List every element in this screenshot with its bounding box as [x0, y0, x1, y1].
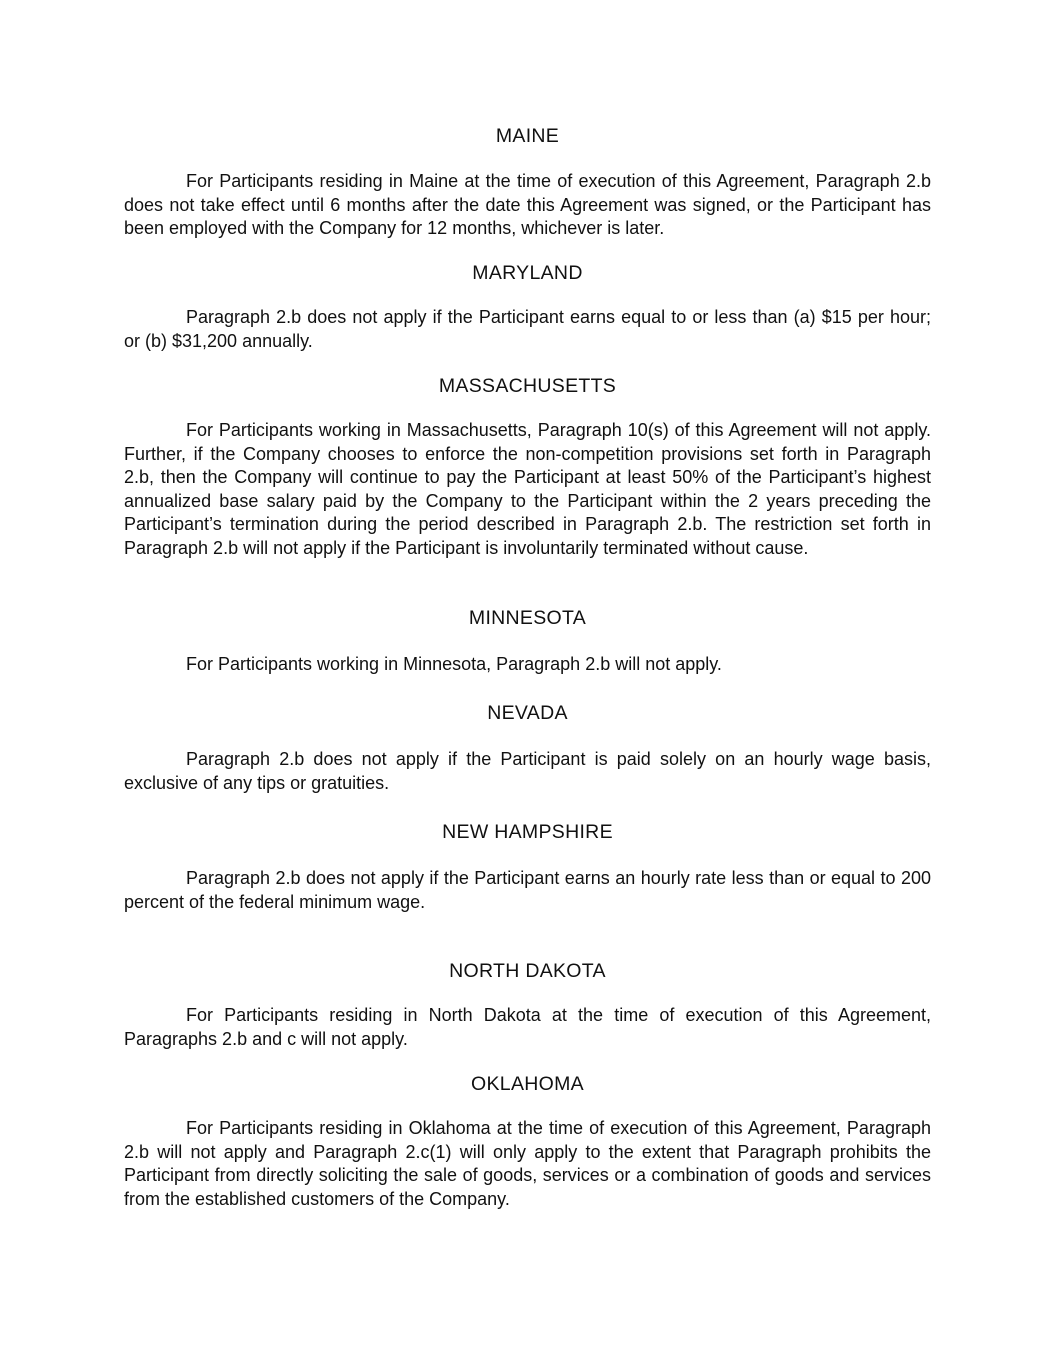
section-body-maine: For Participants residing in Maine at the time of execution of this Agreement, Paragraph 2.b does not take effect until 6 months after the date this Agreement was signed, or the Participant has been employed with the Company for 12 months, whichever is later. — [124, 171, 931, 239]
section-heading-nevada: NEVADA — [487, 702, 568, 724]
section-body-new-hampshire: Paragraph 2.b does not apply if the Participant earns an hourly rate less than or equal to 200 percent of the federal minimum wage. — [124, 868, 931, 912]
section-body-nevada: Paragraph 2.b does not apply if the Participant is paid solely on an hourly wage basis, exclusive of any tips or gratuities. — [124, 749, 931, 793]
section-body-maryland: Paragraph 2.b does not apply if the Participant earns equal to or less than (a) $15 per hour; or (b) $31,200 annually. — [124, 307, 931, 351]
section-body-minnesota: For Participants working in Minnesota, Paragraph 2.b will not apply. — [186, 654, 722, 674]
section-heading-minnesota: MINNESOTA — [468, 607, 587, 629]
section-heading-maryland: MARYLAND — [472, 262, 583, 284]
section-body-north-dakota: For Participants residing in North Dakota at the time of execution of this Agreement, Paragraphs 2.b and c will not apply. — [124, 1005, 931, 1049]
section-body-oklahoma: For Participants residing in Oklahoma at the time of execution of this Agreement, Paragraph 2.b will not apply and Paragraph 2.c(1) will only apply to the extent that Paragraph prohibits the Participant from directly soliciting the sale of goods, services or a combination of goods and services from the established customers of the Company. — [124, 1118, 931, 1209]
section-heading-oklahoma: OKLAHOMA — [471, 1073, 584, 1095]
section-body-massachusetts: For Participants working in Massachusetts, Paragraph 10(s) of this Agreement will not apply. Further, if the Company chooses to enforce the non-competition provisions set forth in Paragraph 2.b, then the Company will continue to pay the Participant at least 50% of the Participant’s highest annualized base salary paid by the Company to the Participant within the 2 years preceding the Participant’s termination during the period described in Paragraph 2.b. The restriction set forth in Paragraph 2.b will not apply if the Participant is involuntarily terminated without cause. — [124, 420, 931, 558]
section-heading-new-hampshire: NEW HAMPSHIRE — [442, 821, 613, 843]
section-heading-massachusetts: MASSACHUSETTS — [438, 375, 617, 397]
section-heading-maine: MAINE — [495, 125, 560, 147]
section-heading-north-dakota: NORTH DAKOTA — [449, 960, 606, 982]
